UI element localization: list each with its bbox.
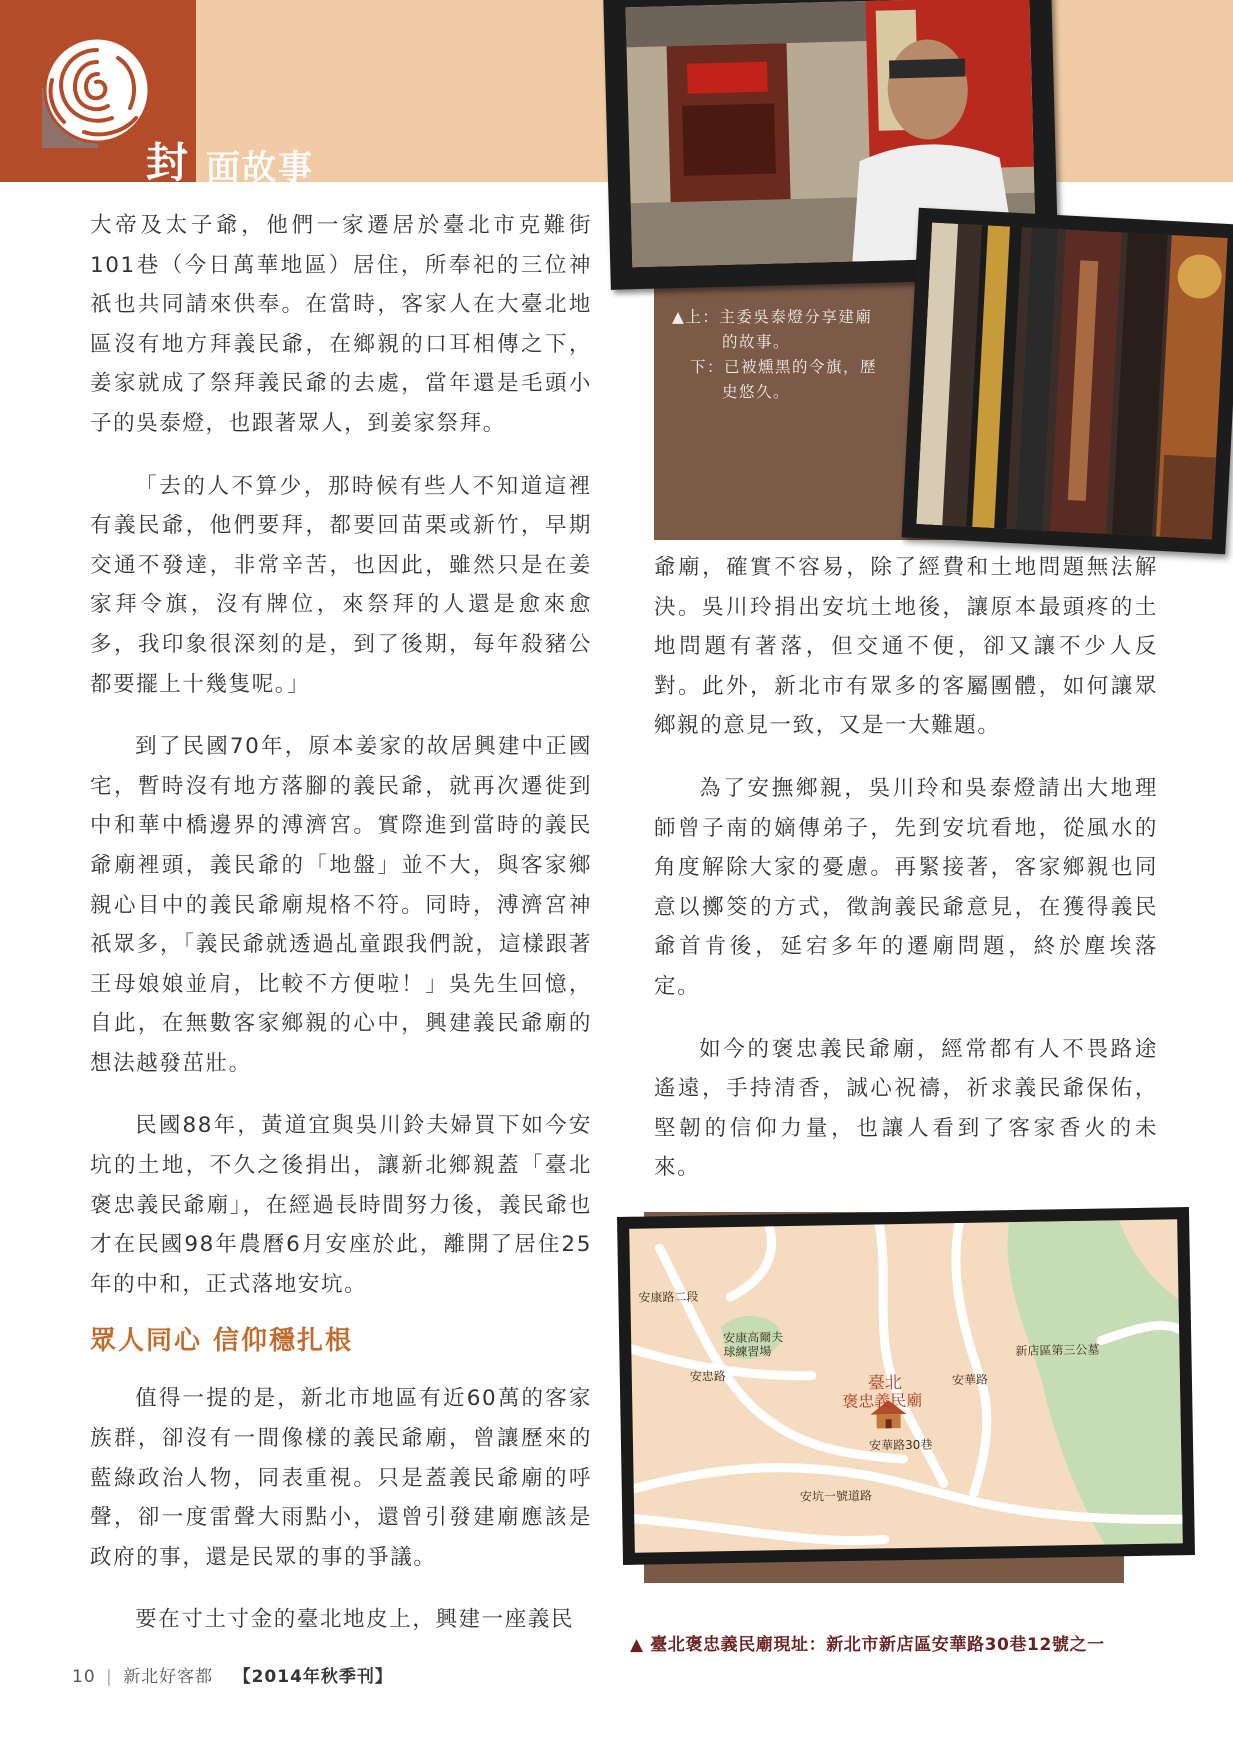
paragraph: 爺廟，確實不容易，除了經費和土地問題無法解決。吳川玲捐出安坑土地後，讓原本最頭疼的土地問題有著落，但交通不便，卻又讓不少人反對。此外，新北市有眾多的客屬團體，如何讓眾鄉親的意見一致，又是一大難題。 [654, 555, 1158, 739]
map-label: 安坑一號道路 [799, 1488, 873, 1504]
issue-label: 【2014年秋季刊】 [233, 1667, 393, 1687]
paragraph: 「去的人不算少，那時候有些人不知道這裡有義民爺，他們要拜，都要回苗栗或新竹，早期交通不發達，非常辛苦，也因此，雖然只是在姜家拜令旗，沒有牌位，來祭拜的人還是愈來愈多，我印象很深刻的是，到了後期，每年殺豬公都要擺上十幾隻呢。」 [90, 473, 592, 697]
paragraph: 民國88年，黃道宜與吳川鈴夫婦買下如今安坑的土地，不久之後捐出，讓新北鄉親蓋「臺北褒忠義民爺廟」，在經過長時間努力後，義民爺也才在民國98年農曆6月安座於此，離開了居住25年的中和，正式落地安坑。 [90, 1113, 592, 1297]
map-label: 新店區第三公墓 [1015, 1342, 1100, 1359]
paragraph: 到了民國70年，原本姜家的故居興建中正國宅，暫時沒有地方落腳的義民爺，就再次遷徙到中和華中橋邊界的溥濟宮。實際進到當時的義民爺廟裡頭，義民爺的「地盤」並不大，與客家鄉親心目中的義民爺廟規格不符。同時，溥濟宮神祇眾多，「義民爺就透過乩童跟我們說，這樣跟著王母娘娘並肩，比較不方便啦！」吳先生回憶，自此，在無數客家鄉親的心中，興建義民爺廟的想法越發茁壯。 [90, 734, 592, 1076]
map-label: 安康路二段 [638, 1289, 699, 1305]
map-label: 安華路30巷 [868, 1437, 933, 1453]
caption-line: 的故事。 [722, 333, 791, 351]
map-label: 安華路 [951, 1372, 989, 1388]
map-temple-label: 褒忠義民廟 [842, 1390, 923, 1412]
right-column [654, 548, 1158, 1211]
left-column [90, 206, 592, 1663]
map-label: 安忠路 [689, 1369, 726, 1384]
map-roads [629, 1219, 1183, 1553]
paragraph: 要在寸土寸金的臺北地皮上，興建一座義民 [135, 1607, 575, 1633]
caption-line: 史悠久。 [722, 383, 791, 401]
page-number: 10 [72, 1667, 96, 1687]
footer-separator: | [106, 1667, 113, 1687]
magazine-name: 新北好客都 [123, 1667, 214, 1687]
section-heading: 眾人同心 信仰穩扎根 [90, 1326, 354, 1357]
location-map [617, 1207, 1195, 1565]
section-title-rest: 面故事 [206, 148, 314, 188]
paragraph: 如今的褒忠義民爺廟，經常都有人不畏路途遙遠，手持清香，誠心祝禱，祈求義民爺保佑，堅韌的信仰力量，也讓人看到了客家香火的未來。 [654, 1036, 1158, 1181]
photo-caption [672, 305, 912, 405]
caption-line: ▲上：主委吳泰燈分享建廟 [672, 308, 873, 326]
photo-flag-image [916, 222, 1227, 539]
map-temple-label: 臺北 [867, 1373, 903, 1394]
map-caption: ▲ 臺北褒忠義民廟現址：新北市新店區安華路30巷12號之一 [630, 1635, 1105, 1655]
paragraph: 值得一提的是，新北市地區有近60萬的客家族群，卻沒有一間像樣的義民爺廟，曾讓歷來的藍綠政治人物，同表重視。只是蓋義民爺廟的呼聲，卻一度雷聲大雨點小，還曾引發建廟應該是政府的事，還是民眾的事的爭議。 [90, 1386, 592, 1570]
page-footer [72, 1662, 393, 1687]
paragraph: 大帝及太子爺，他們一家遷居於臺北市克難街101巷（今日萬華地區）居住，所奉祀的三位神祇也共同請來供奉。在當時，客家人在大臺北地區沒有地方拜義民爺，在鄉親的口耳相傳之下，姜家就成了祭拜義民爺的去處，當年還是毛頭小子的吳泰燈，也跟著眾人，到姜家祭拜。 [90, 213, 592, 436]
section-title-main: 封 [146, 138, 190, 187]
map-label: 安康高爾夫球練習場 [723, 1330, 784, 1360]
rose-icon [32, 28, 162, 158]
photo-command-flag [902, 208, 1233, 555]
caption-line: 下：已被燻黑的令旗，歷 [690, 358, 878, 376]
paragraph: 為了安撫鄉親，吳川玲和吳泰燈請出大地理師曾子南的嫡傳弟子，先到安坑看地，從風水的角度解除大家的憂慮。再緊接著，客家鄉親也同意以擲筊的方式，徵詢義民爺意見，在獲得義民爺首肯後，延宕多年的遷廟問題，終於塵埃落定。 [654, 775, 1158, 999]
